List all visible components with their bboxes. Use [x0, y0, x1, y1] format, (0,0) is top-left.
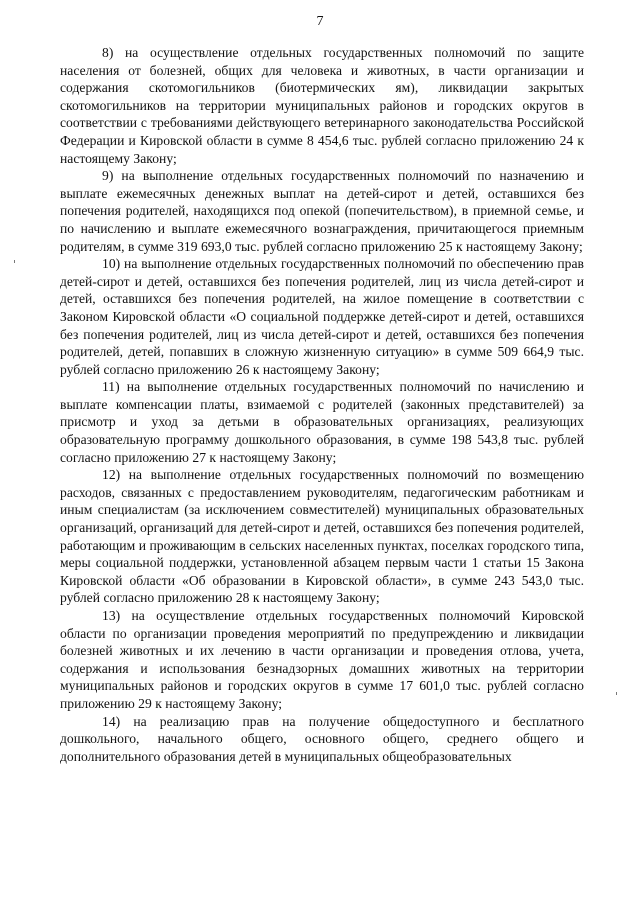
document-body: [60, 44, 584, 765]
paragraph-item-11: 11) на выполнение отдельных государственных полномочий по начислению и выплате компенсации платы, взимаемой с родителей (законных представителей) за присмотр и уход за детьми в образовательных организациях, реализующих образовательную программу дошкольного образования, в сумме 198 543,8 тыс. рублей согласно приложению 27 к настоящему Закону;: [60, 379, 584, 465]
paragraph-item-10: 10) на выполнение отдельных государственных полномочий по обеспечению прав детей-сирот и детей, оставшихся без попечения родителей, лиц из числа детей-сирот и детей, оставшихся без попечения родителей, на жилое помещение в соответствии с Законом Кировской области «О социальной поддержке детей-сирот и детей, оставшихся без попечения родителей, лиц из числа детей-сирот и детей, оставшихся без попечения родителей, детей, попавших в сложную жизненную ситуацию» в сумме 509 664,9 тыс. рублей согласно приложению 26 к настоящему Закону;: [60, 256, 584, 377]
paragraph-item-14: 14) на реализацию прав на получение общедоступного и бесплатного дошкольного, начального общего, основного общего, среднего общего и дополнительного образования детей в муниципальных общеобразовательных: [60, 713, 584, 764]
scan-speck-right: [616, 692, 617, 695]
scan-speck-left: [14, 260, 15, 263]
paragraph-item-9: 9) на выполнение отдельных государственных полномочий по назначению и выплате ежемесячных денежных выплат на детей-сирот и детей, оставшихся без попечения родителей, находящихся под опекой (попечительством), в приемной семье, и по начислению и выплате ежемесячного вознаграждения, причитающегося приемным родителям, в сумме 319 693,0 тыс. рублей согласно приложению 25 к настоящему Закону;: [60, 168, 584, 254]
paragraph-item-12: 12) на выполнение отдельных государственных полномочий по возмещению расходов, связанных с предоставлением руководителям, педагогическим работникам и иным специалистам (за исключением совместителей) муниципальных образовательных организаций, организаций для детей-сирот и детей, оставшихся без попечения родителей, работающим и проживающим в сельских населенных пунктах, поселках городского типа, меры социальной поддержки, установленной абзацем первым части 1 статьи 15 Закона Кировской области «Об образовании в Кировской области», в сумме 243 543,0 тыс. рублей согласно приложению 28 к настоящему Закону;: [60, 467, 584, 606]
paragraph-item-8: 8) на осуществление отдельных государственных полномочий по защите населения от болезней, общих для человека и животных, в части организации и содержания скотомогильников (биотермических ям), ликвидации закрытых скотомогильников на территории муниципальных районов и городских округов в соответствии с требованиями действующего ветеринарного законодательства Российской Федерации и Кировской области в сумме 8 454,6 тыс. рублей согласно приложению 24 к настоящему Закону;: [60, 45, 584, 166]
paragraph-item-13: 13) на осуществление отдельных государственных полномочий Кировской области по организации проведения мероприятий по предупреждению и ликвидации болезней животных и их лечению в части организации и проведения отлова, учета, содержания и использования безнадзорных домашних животных на территории муниципальных районов и городских округов в сумме 17 601,0 тыс. рублей согласно приложению 29 к настоящему Закону;: [60, 608, 584, 711]
page-number: 7: [316, 14, 324, 29]
